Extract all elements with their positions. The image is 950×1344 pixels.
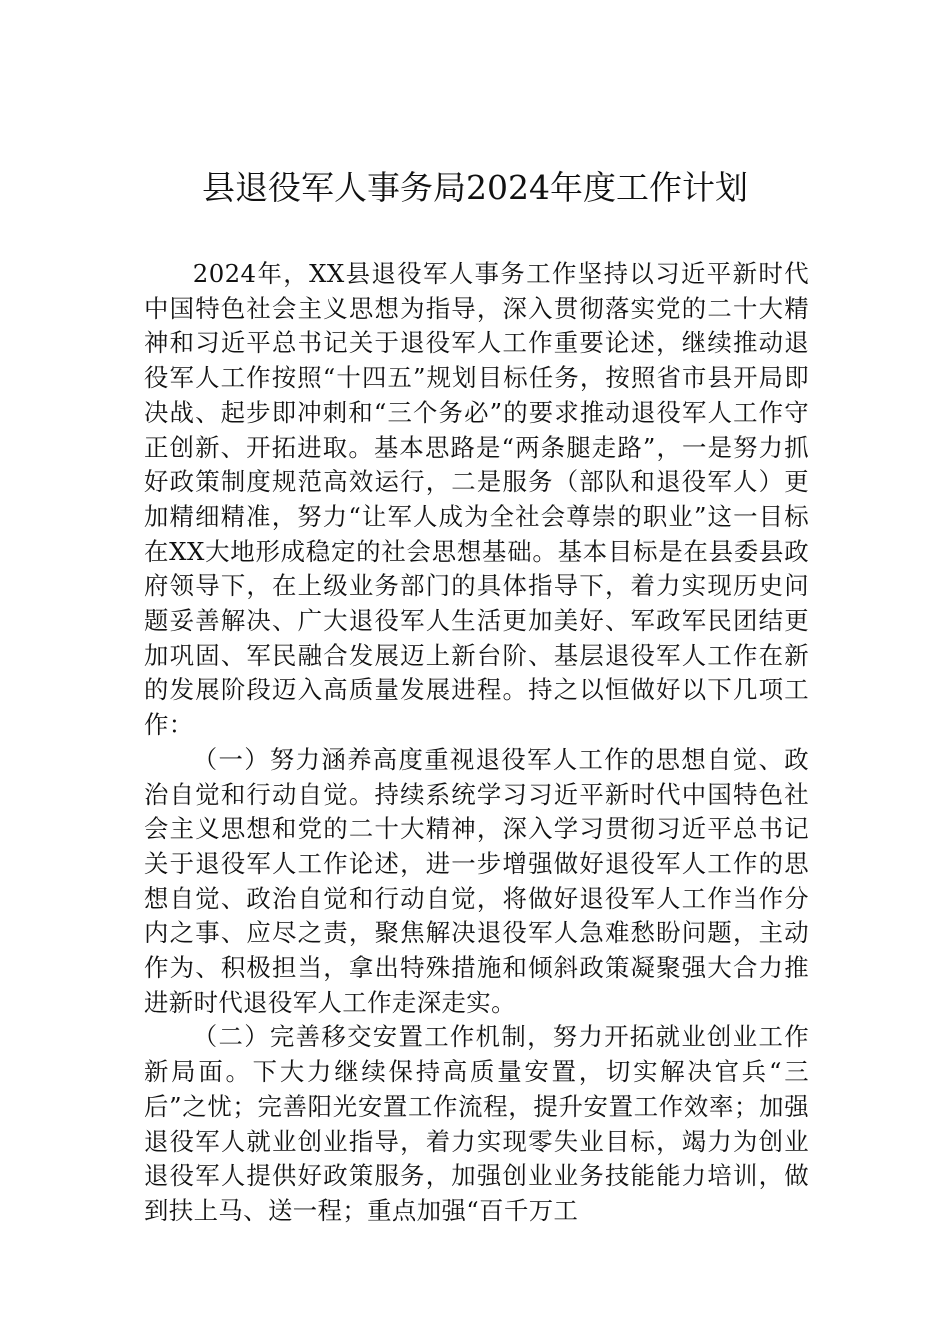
paragraph-section-2: （二）完善移交安置工作机制，努力开拓就业创业工作新局面。下大力继续保持高质量安置，切实解决官兵“三后”之忧；完善阳光安置工作流程，提升安置工作效率；加强退役军人就业创业指导，着力实现零失业目标，竭力为创业退役军人提供好政策服务，加强创业业务技能能力培训，做到扶上马、送一程；重点加强“百千万工 xyxy=(144,1022,809,1225)
paragraph-intro: 2024年，XX县退役军人事务工作坚持以习近平新时代中国特色社会主义思想为指导，深入贯彻落实党的二十大精神和习近平总书记关于退役军人工作重要论述，继续推动退役军人工作按照“十四五”规划目标任务，按照省市县开局即决战、起步即冲刺和“三个务必”的要求推动退役军人工作守正创新、开拓进取。基本思路是“两条腿走路”，一是努力抓好政策制度规范高效运行，二是服务（部队和退役军人）更加精细精准，努力“让军人成为全社会尊崇的职业”这一目标在XX大地形成稳定的社会思想基础。基本目标是在县委县政府领导下，在上级业务部门的具体指导下，着力实现历史问题妥善解决、广大退役军人生活更加美好、军政军民团结更加巩固、军民融合发展迈上新台阶、基层退役军人工作在新的发展阶段迈入高质量发展进程。持之以恒做好以下几项工作： xyxy=(144,259,809,740)
paragraph-section-1: （一）努力涵养高度重视退役军人工作的思想自觉、政治自觉和行动自觉。持续系统学习习近平新时代中国特色社会主义思想和党的二十大精神，深入学习贯彻习近平总书记关于退役军人工作论述，进一步增强做好退役军人工作的思想自觉、政治自觉和行动自觉，将做好退役军人工作当作分内之事、应尽之责，聚焦解决退役军人急难愁盼问题，主动作为、积极担当，拿出特殊措施和倾斜政策凝聚强大合力推进新时代退役军人工作走深走实。 xyxy=(144,744,809,1017)
document-title: 县退役军人事务局2024年度工作计划 xyxy=(202,168,748,207)
document-body xyxy=(144,257,809,1229)
